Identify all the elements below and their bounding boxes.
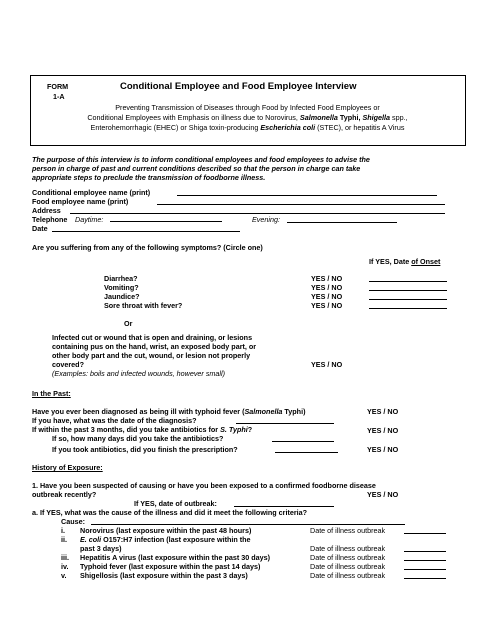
purpose-line-2: person in charge of past and current conditions described so that the person in charge can take xyxy=(32,164,361,173)
exposure-item-norovirus-date-label: Date of illness outbreak xyxy=(310,526,386,535)
outbreak-date-label: If YES, date of outbreak: xyxy=(134,499,217,508)
exposure-question-a: a. If YES, what was the cause of the illness and did it meet the following criteria? xyxy=(32,508,308,517)
daytime-label: Daytime: xyxy=(75,215,104,224)
symptom-vomiting: Vomiting? xyxy=(104,283,139,292)
exposure-item-iii-num: iii. xyxy=(61,553,69,562)
onset-header: If YES, Date of Onset xyxy=(369,257,441,266)
exposure-item-typhoid-date-field[interactable] xyxy=(404,562,446,570)
date-field[interactable] xyxy=(52,224,240,232)
subtitle-line-3: Enterohemorrhagic (EHEC) or Shiga toxin-producing Escherichia coli (STEC), or hepatitis A Virus xyxy=(90,123,405,132)
conditional-employee-field[interactable] xyxy=(177,188,437,196)
symptom-vomiting-onset-field[interactable] xyxy=(369,283,447,291)
address-field[interactable] xyxy=(70,206,445,214)
antibiotic-days-field[interactable] xyxy=(272,434,334,442)
wound-line-3: other body part and the cut, wound, or lesion not properly xyxy=(52,351,251,360)
address-label: Address xyxy=(32,206,61,215)
purpose-line-1: The purpose of this interview is to inform conditional employees and food employees to advise the xyxy=(32,155,370,164)
symptom-sore-throat: Sore throat with fever? xyxy=(104,301,183,310)
or-label: Or xyxy=(124,319,133,328)
symptom-jaundice-onset-field[interactable] xyxy=(369,292,447,300)
daytime-field[interactable] xyxy=(110,214,222,222)
symptom-diarrhea: Diarrhea? xyxy=(104,274,138,283)
exposure-question-1a: 1. Have you been suspected of causing or have you been exposed to a confirmed foodborne disease xyxy=(32,481,376,490)
typhoid-question: Have you ever been diagnosed as being ill with typhoid fever (Salmonella Typhi) xyxy=(32,407,306,416)
wound-example: (Examples: boils and infected wounds, however small) xyxy=(52,369,225,378)
diagnosis-date-question: If you have, what was the date of the diagnosis? xyxy=(32,416,197,425)
exposure-item-norovirus: Norovirus (last exposure within the past 48 hours) xyxy=(80,526,252,535)
form-label: FORM xyxy=(47,82,69,91)
wound-line-4: covered? xyxy=(52,360,84,369)
exposure-item-shigellosis-date-label: Date of illness outbreak xyxy=(310,571,386,580)
form-number: 1-A xyxy=(53,92,65,101)
cause-field[interactable] xyxy=(91,517,405,525)
symptom-jaundice-yes-no[interactable]: YES / NO xyxy=(311,292,343,301)
symptom-vomiting-yes-no[interactable]: YES / NO xyxy=(311,283,343,292)
cause-label: Cause: xyxy=(61,517,85,526)
conditional-employee-label: Conditional employee name (print) xyxy=(32,188,151,197)
symptom-jaundice: Jaundice? xyxy=(104,292,140,301)
exposure-item-iv-num: iv. xyxy=(61,562,69,571)
symptoms-question: Are you suffering from any of the following symptoms? (Circle one) xyxy=(32,243,263,252)
exposure-item-v-num: v. xyxy=(61,571,67,580)
food-employee-label: Food employee name (print) xyxy=(32,197,129,206)
diagnosis-date-field[interactable] xyxy=(236,416,334,424)
exposure-item-hepatitis-date-field[interactable] xyxy=(404,553,446,561)
exposure-item-shigellosis: Shigellosis (last exposure within the past 3 days) xyxy=(80,571,248,580)
exposure-item-ecoli-date-label: Date of illness outbreak xyxy=(310,544,386,553)
exposure-item-hepatitis: Hepatitis A virus (last exposure within the past 30 days) xyxy=(80,553,270,562)
exposure-item-ecoli: E. coli O157:H7 infection (last exposure within the xyxy=(80,535,251,544)
wound-yes-no[interactable]: YES / NO xyxy=(311,360,343,369)
exposure-item-ii-num: ii. xyxy=(61,535,67,544)
exposure-item-typhoid-date-label: Date of illness outbreak xyxy=(310,562,386,571)
subtitle-line-2: Conditional Employees with Emphasis on illness due to Norovirus, Salmonella Typhi, Shigella spp., xyxy=(87,113,408,122)
past-heading: In the Past: xyxy=(32,389,71,398)
prescription-yes-no[interactable]: YES / NO xyxy=(367,445,399,454)
symptom-diarrhea-yes-no[interactable]: YES / NO xyxy=(311,274,343,283)
symptom-diarrhea-onset-field[interactable] xyxy=(369,274,447,282)
purpose-line-3: appropriate steps to preclude the transmission of foodborne illness. xyxy=(32,173,266,182)
exposure-heading: History of Exposure: xyxy=(32,463,103,472)
symptom-sore-throat-onset-field[interactable] xyxy=(369,301,447,309)
prescription-field[interactable] xyxy=(275,445,338,453)
exposure-question-1b: outbreak recently? xyxy=(32,490,97,499)
exposure-item-ecoli-date-field[interactable] xyxy=(404,544,446,552)
exposure-item-hepatitis-date-label: Date of illness outbreak xyxy=(310,553,386,562)
page-title: Conditional Employee and Food Employee Interview xyxy=(120,81,357,92)
exposure-item-typhoid: Typhoid fever (last exposure within the past 14 days) xyxy=(80,562,261,571)
wound-line-1: Infected cut or wound that is open and draining, or lesions xyxy=(52,333,253,342)
symptom-sore-throat-yes-no[interactable]: YES / NO xyxy=(311,301,343,310)
wound-line-2: containing pus on the hand, wrist, an exposed body part, or xyxy=(52,342,257,351)
antibiotic-days-question: If so, how many days did you take the antibiotics? xyxy=(52,434,224,443)
exposure-item-ecoli-line-2: past 3 days) xyxy=(80,544,122,553)
exposure-item-shigellosis-date-field[interactable] xyxy=(404,571,446,579)
evening-label: Evening: xyxy=(252,215,280,224)
evening-field[interactable] xyxy=(287,215,397,223)
food-employee-field[interactable] xyxy=(157,197,445,205)
outbreak-yes-no[interactable]: YES / NO xyxy=(367,490,399,499)
typhoid-yes-no[interactable]: YES / NO xyxy=(367,407,399,416)
antibiotics-question: If within the past 3 months, did you take antibiotics for S. Typhi? xyxy=(32,425,253,434)
subtitle-line-1: Preventing Transmission of Diseases through Food by Infected Food Employees or xyxy=(115,103,380,112)
exposure-item-i-num: i. xyxy=(61,526,65,535)
exposure-item-norovirus-date-field[interactable] xyxy=(404,526,446,534)
outbreak-date-field[interactable] xyxy=(234,499,334,507)
telephone-label: Telephone xyxy=(32,215,68,224)
prescription-question: If you took antibiotics, did you finish the prescription? xyxy=(52,445,238,454)
antibiotics-yes-no[interactable]: YES / NO xyxy=(367,426,399,435)
date-label: Date xyxy=(32,224,48,233)
